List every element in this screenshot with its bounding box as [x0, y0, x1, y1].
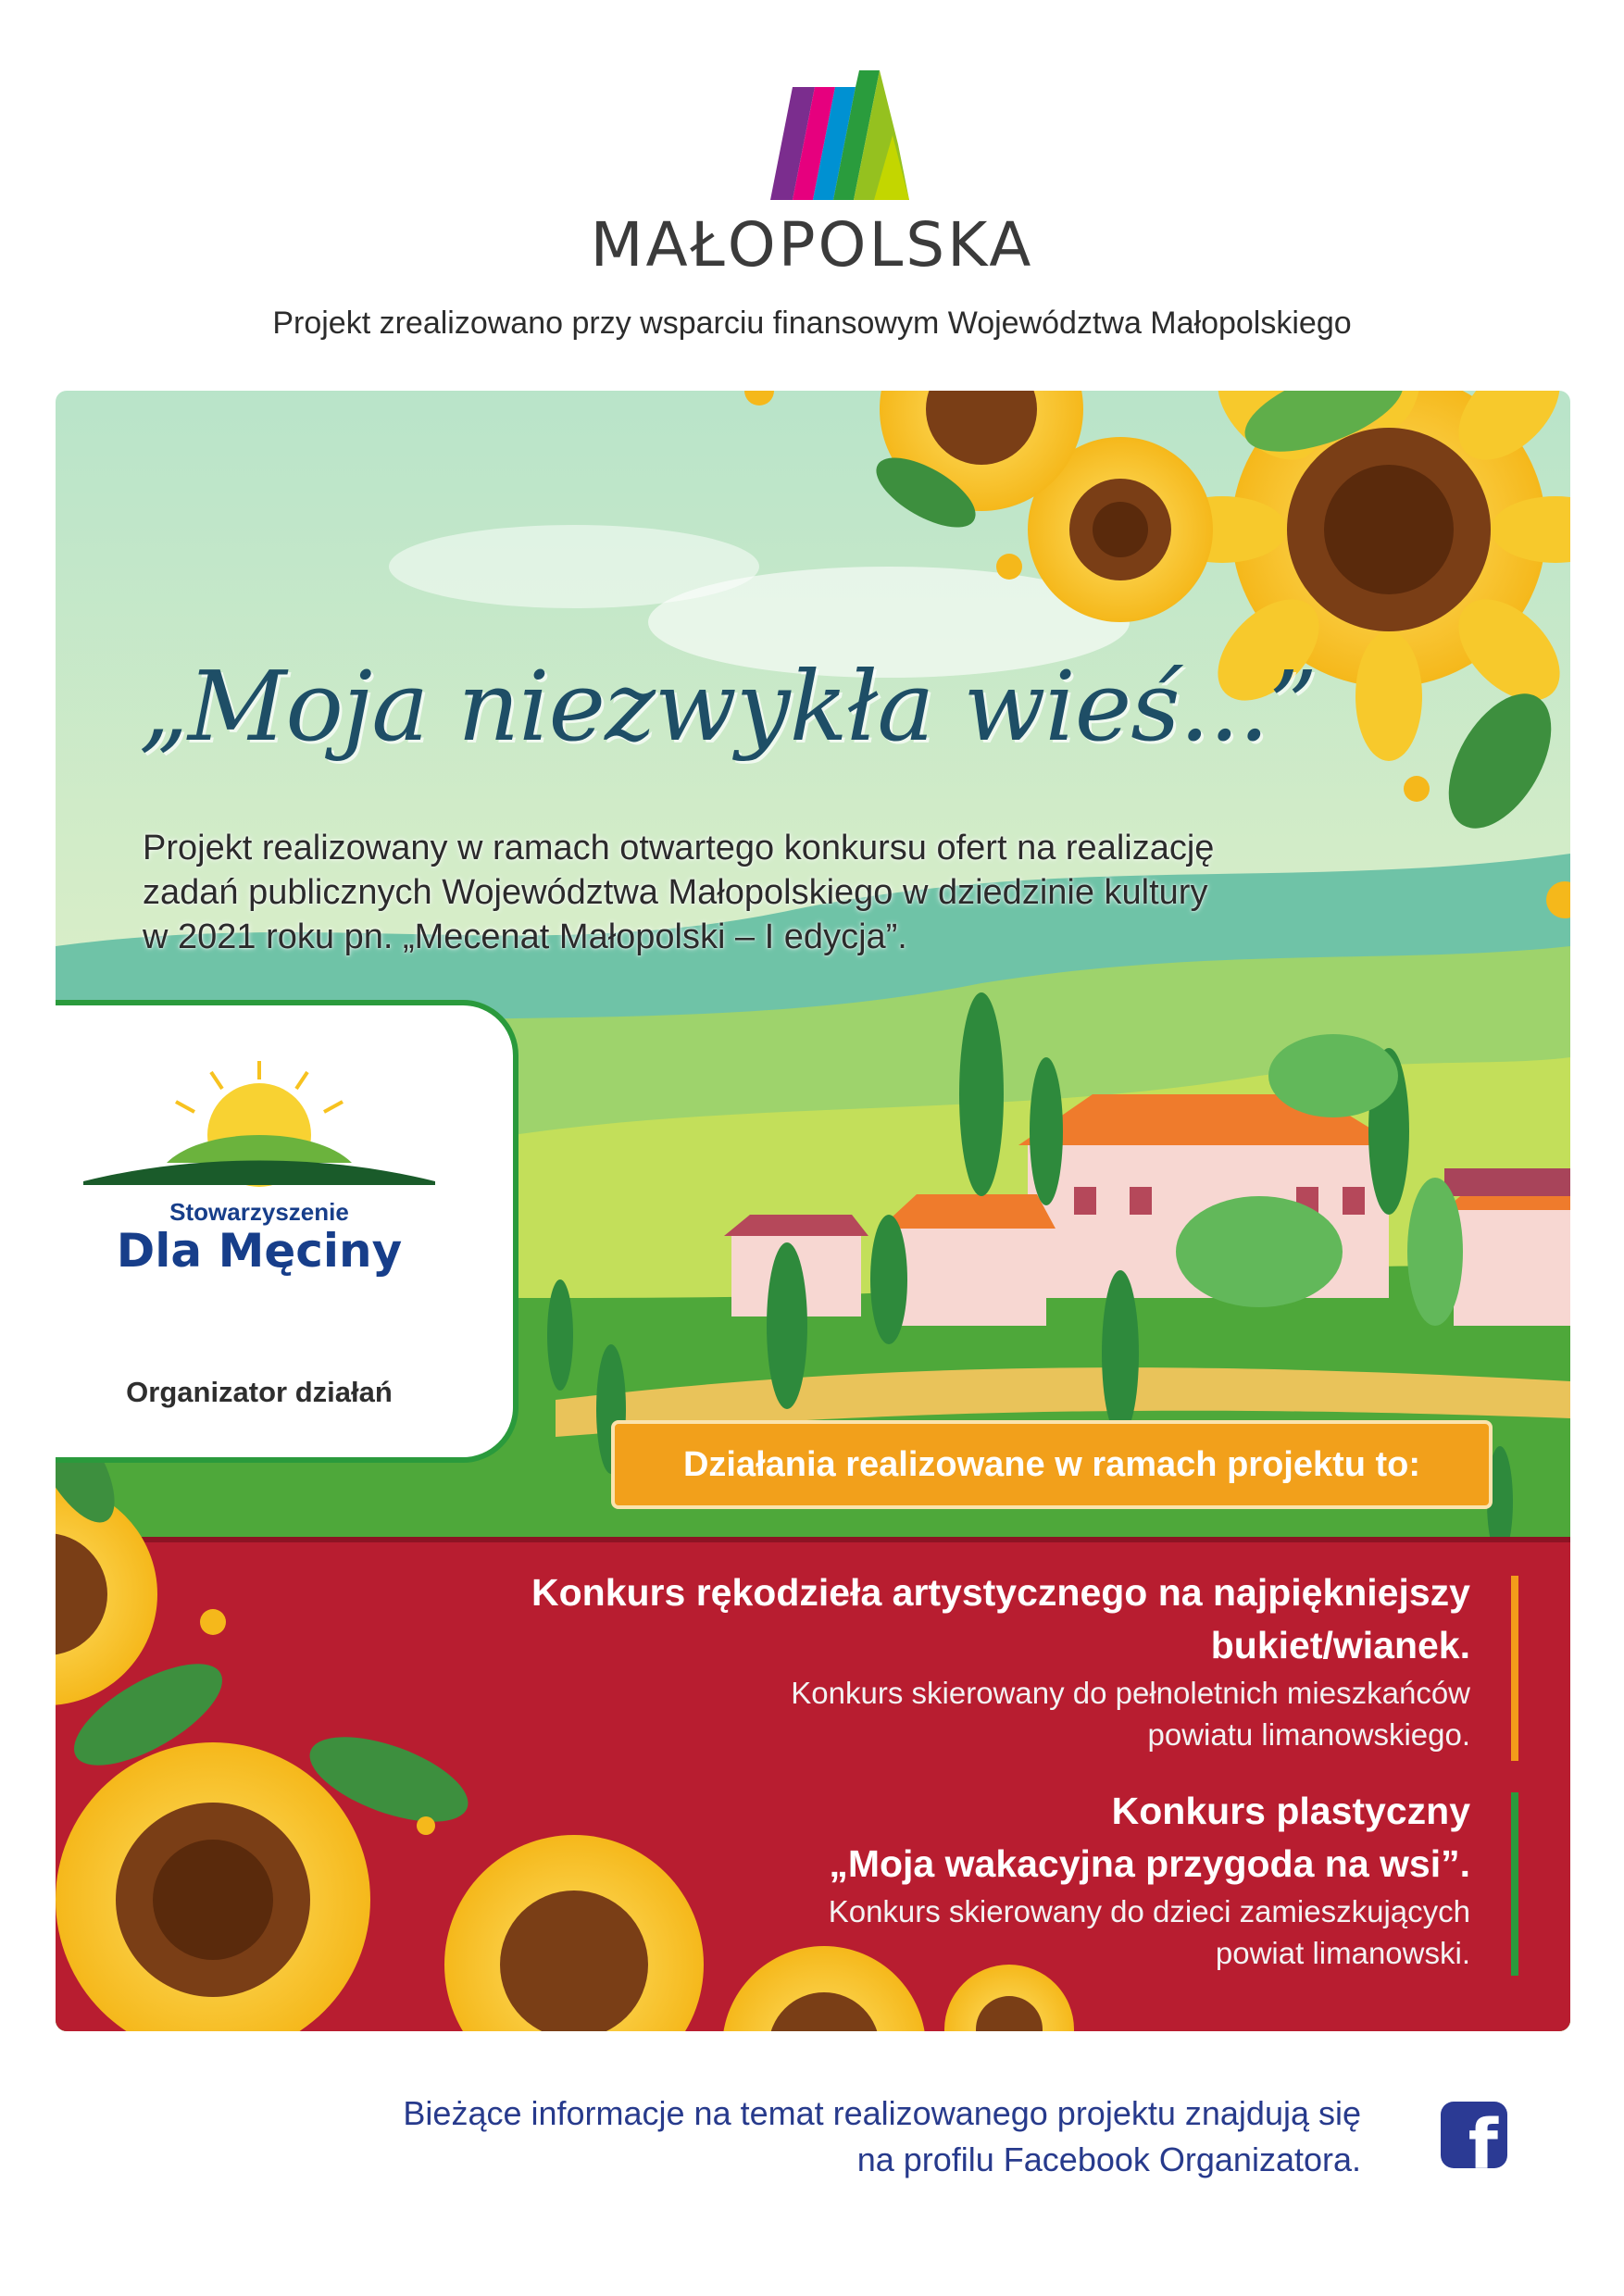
project-intro [143, 826, 1439, 959]
organizer-card [56, 1000, 518, 1463]
activity-title: Konkurs rękodzieła artystycznego na najpiękniejszy bukiet/wianek. [531, 1571, 1470, 1666]
footer-note [185, 2090, 1361, 2183]
funding-statement: Projekt zrealizowano przy wsparciu finansowym Województwa Małopolskiego [272, 306, 1352, 341]
activity-item [452, 1566, 1470, 1755]
activities-banner: Działania realizowane w ramach projektu to: [611, 1420, 1493, 1509]
activity-title: Konkurs plastyczny „Moja wakacyjna przygoda na wsi”. [829, 1790, 1470, 1885]
brand-name: MAŁOPOLSKA [590, 209, 1034, 281]
footer-note-line: Bieżące informacje na temat realizowanego projektu znajdują się [403, 2094, 1361, 2132]
footer-note-line: na profilu Facebook Organizatora. [856, 2140, 1361, 2178]
intro-line: w 2021 roku pn. „Mecenat Małopolski – I edycja”. [143, 917, 907, 956]
project-panel [56, 391, 1570, 2031]
sunrise-hill-icon [83, 1061, 435, 1191]
activity-accent-bar [1511, 1576, 1518, 1761]
organizer-name-line2: Dla Męciny [116, 1224, 403, 1278]
activity-item [452, 1785, 1470, 1974]
malopolska-logo-icon [770, 70, 909, 200]
facebook-icon[interactable] [1441, 2102, 1507, 2168]
activity-description: Konkurs skierowany do dzieci zamieszkujących powiat limanowski. [828, 1894, 1470, 1970]
intro-line: Projekt realizowany w ramach otwartego konkursu ofert na realizację [143, 829, 1215, 867]
facebook-letter: f [1468, 2105, 1498, 2168]
organizer-name-line1: Stowarzyszenie [169, 1198, 349, 1226]
organizer-role: Organizator działań [126, 1376, 393, 1408]
intro-line: zadań publicznych Województwa Małopolskiego w dziedzinie kultury [143, 873, 1208, 912]
project-title: „Moja niezwykła wieś...” [139, 650, 1317, 763]
activity-description: Konkurs skierowany do pełnoletnich mieszkańców powiatu limanowskiego. [791, 1676, 1470, 1752]
activity-accent-bar [1511, 1792, 1518, 1976]
